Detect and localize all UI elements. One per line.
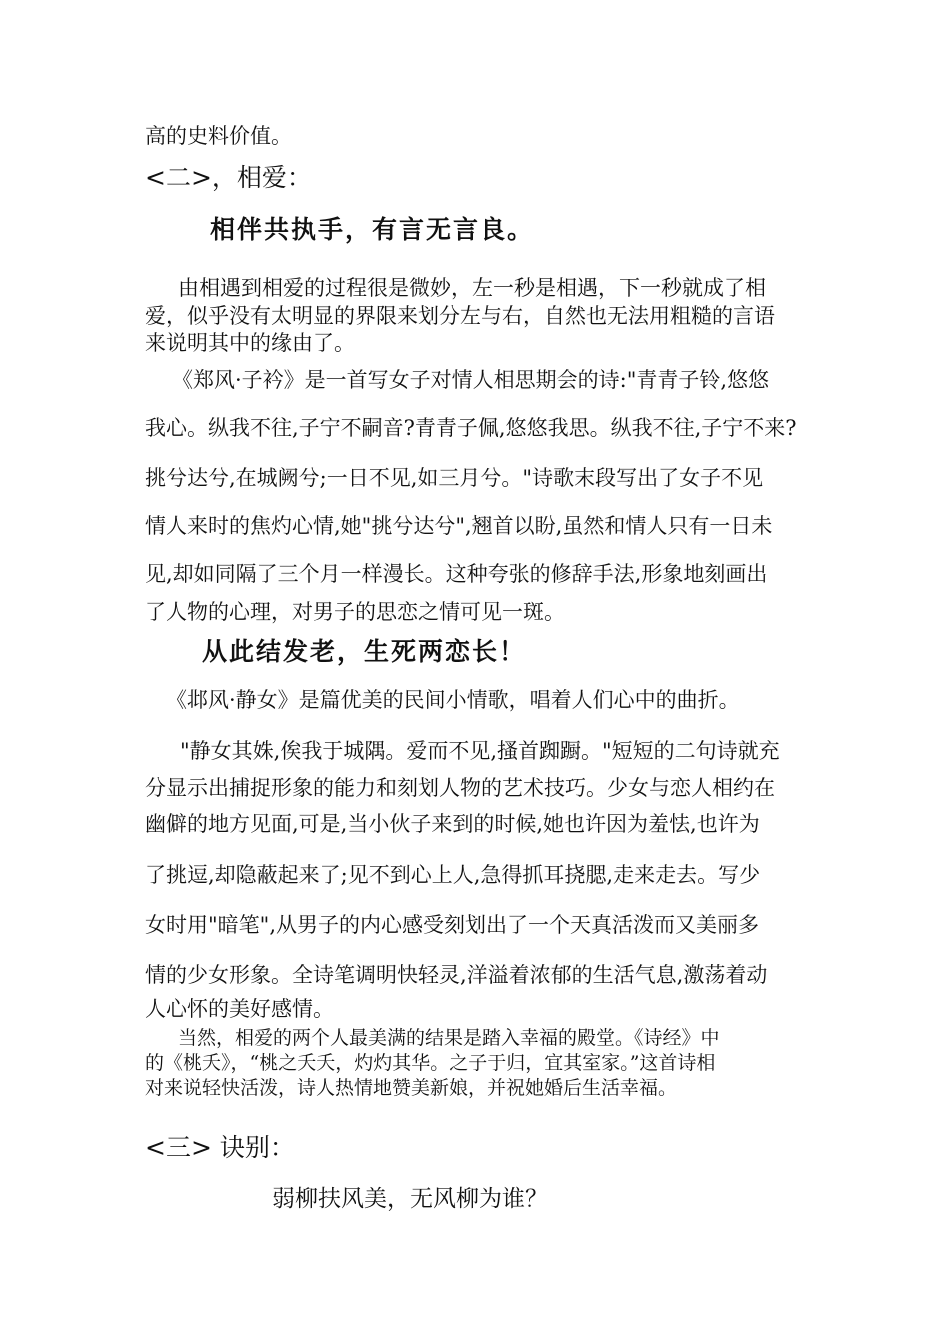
paragraph-line: 挑兮达兮,在城阙兮;一日不见,如三月兮。"诗歌末段写出了女子不见 [145, 466, 764, 490]
paragraph-line: 情人来时的焦灼心情,她"挑兮达兮",翘首以盼,虽然和情人只有一日未 [145, 514, 773, 538]
paragraph-line: 当然，相爱的两个人最美满的结果是踏入幸福的殿堂。《诗经》中 [178, 1027, 720, 1049]
paragraph-line: 见,却如同隔了三个月一样漫长。这种夸张的修辞手法,形象地刻画出 [145, 562, 768, 586]
paragraph-line: 幽僻的地方见面,可是,当小伙子来到的时候,她也许因为羞怯,也许为 [145, 812, 760, 836]
section-2-subtitle-2: 从此结发老，生死两恋长！ [202, 637, 527, 666]
paragraph-line: 情的少女形象。全诗笔调明快轻灵,洋溢着浓郁的生活气息,激荡着动 [145, 963, 768, 987]
section-3-heading: <三> 诀别： [145, 1133, 295, 1162]
paragraph-line: 《邶风·静女》是篇优美的民间小情歌，唱着人们心中的曲折。 [166, 688, 740, 712]
section-2-subtitle: 相伴共执手，有言无言良。 [210, 215, 535, 244]
section-3-verse: 弱柳扶风美，无风柳为谁？ [272, 1186, 548, 1212]
paragraph-line: 分显示出捕捉形象的能力和刻划人物的艺术技巧。少女与恋人相约在 [145, 776, 775, 800]
paragraph-line: 我心。纵我不往,子宁不嗣音?青青子佩,悠悠我思。纵我不往,子宁不来? [145, 416, 797, 440]
section-2-heading: <二>，相爱： [145, 163, 312, 192]
paragraph-line: 爱，似乎没有太明显的界限来划分左与右，自然也无法用粗糙的言语 [145, 304, 775, 328]
paragraph-line: 由相遇到相爱的过程很是微妙，左一秒是相遇，下一秒就成了相 [178, 276, 766, 300]
intro-tail-text: 高的史料价值。 [145, 124, 292, 148]
paragraph-line: 女时用"暗笔",从男子的内心感受刻划出了一个天真活泼而又美丽多 [145, 913, 759, 937]
paragraph-line: "静女其姝,俟我于城隅。爱而不见,搔首踟蹰。"短短的二句诗就充 [180, 739, 780, 763]
paragraph-line: 的《桃夭》，“桃之夭夭，灼灼其华。之子于归，宜其室家。”这首诗相 [145, 1052, 716, 1074]
paragraph-line: 了人物的心理，对男子的思恋之情可见一斑。 [145, 600, 565, 624]
paragraph-line: 对来说轻快活泼，诗人热情地赞美新娘，并祝她婚后生活幸福。 [145, 1077, 678, 1099]
paragraph-line: 了挑逗,却隐蔽起来了;见不到心上人,急得抓耳挠腮,走来走去。写少 [145, 863, 761, 887]
paragraph-line: 《郑风·子衿》是一首写女子对情人相思期会的诗:"青青子铃,悠悠 [172, 368, 770, 392]
paragraph-line: 来说明其中的缘由了。 [145, 331, 355, 355]
paragraph-line: 人心怀的美好感情。 [145, 997, 334, 1021]
